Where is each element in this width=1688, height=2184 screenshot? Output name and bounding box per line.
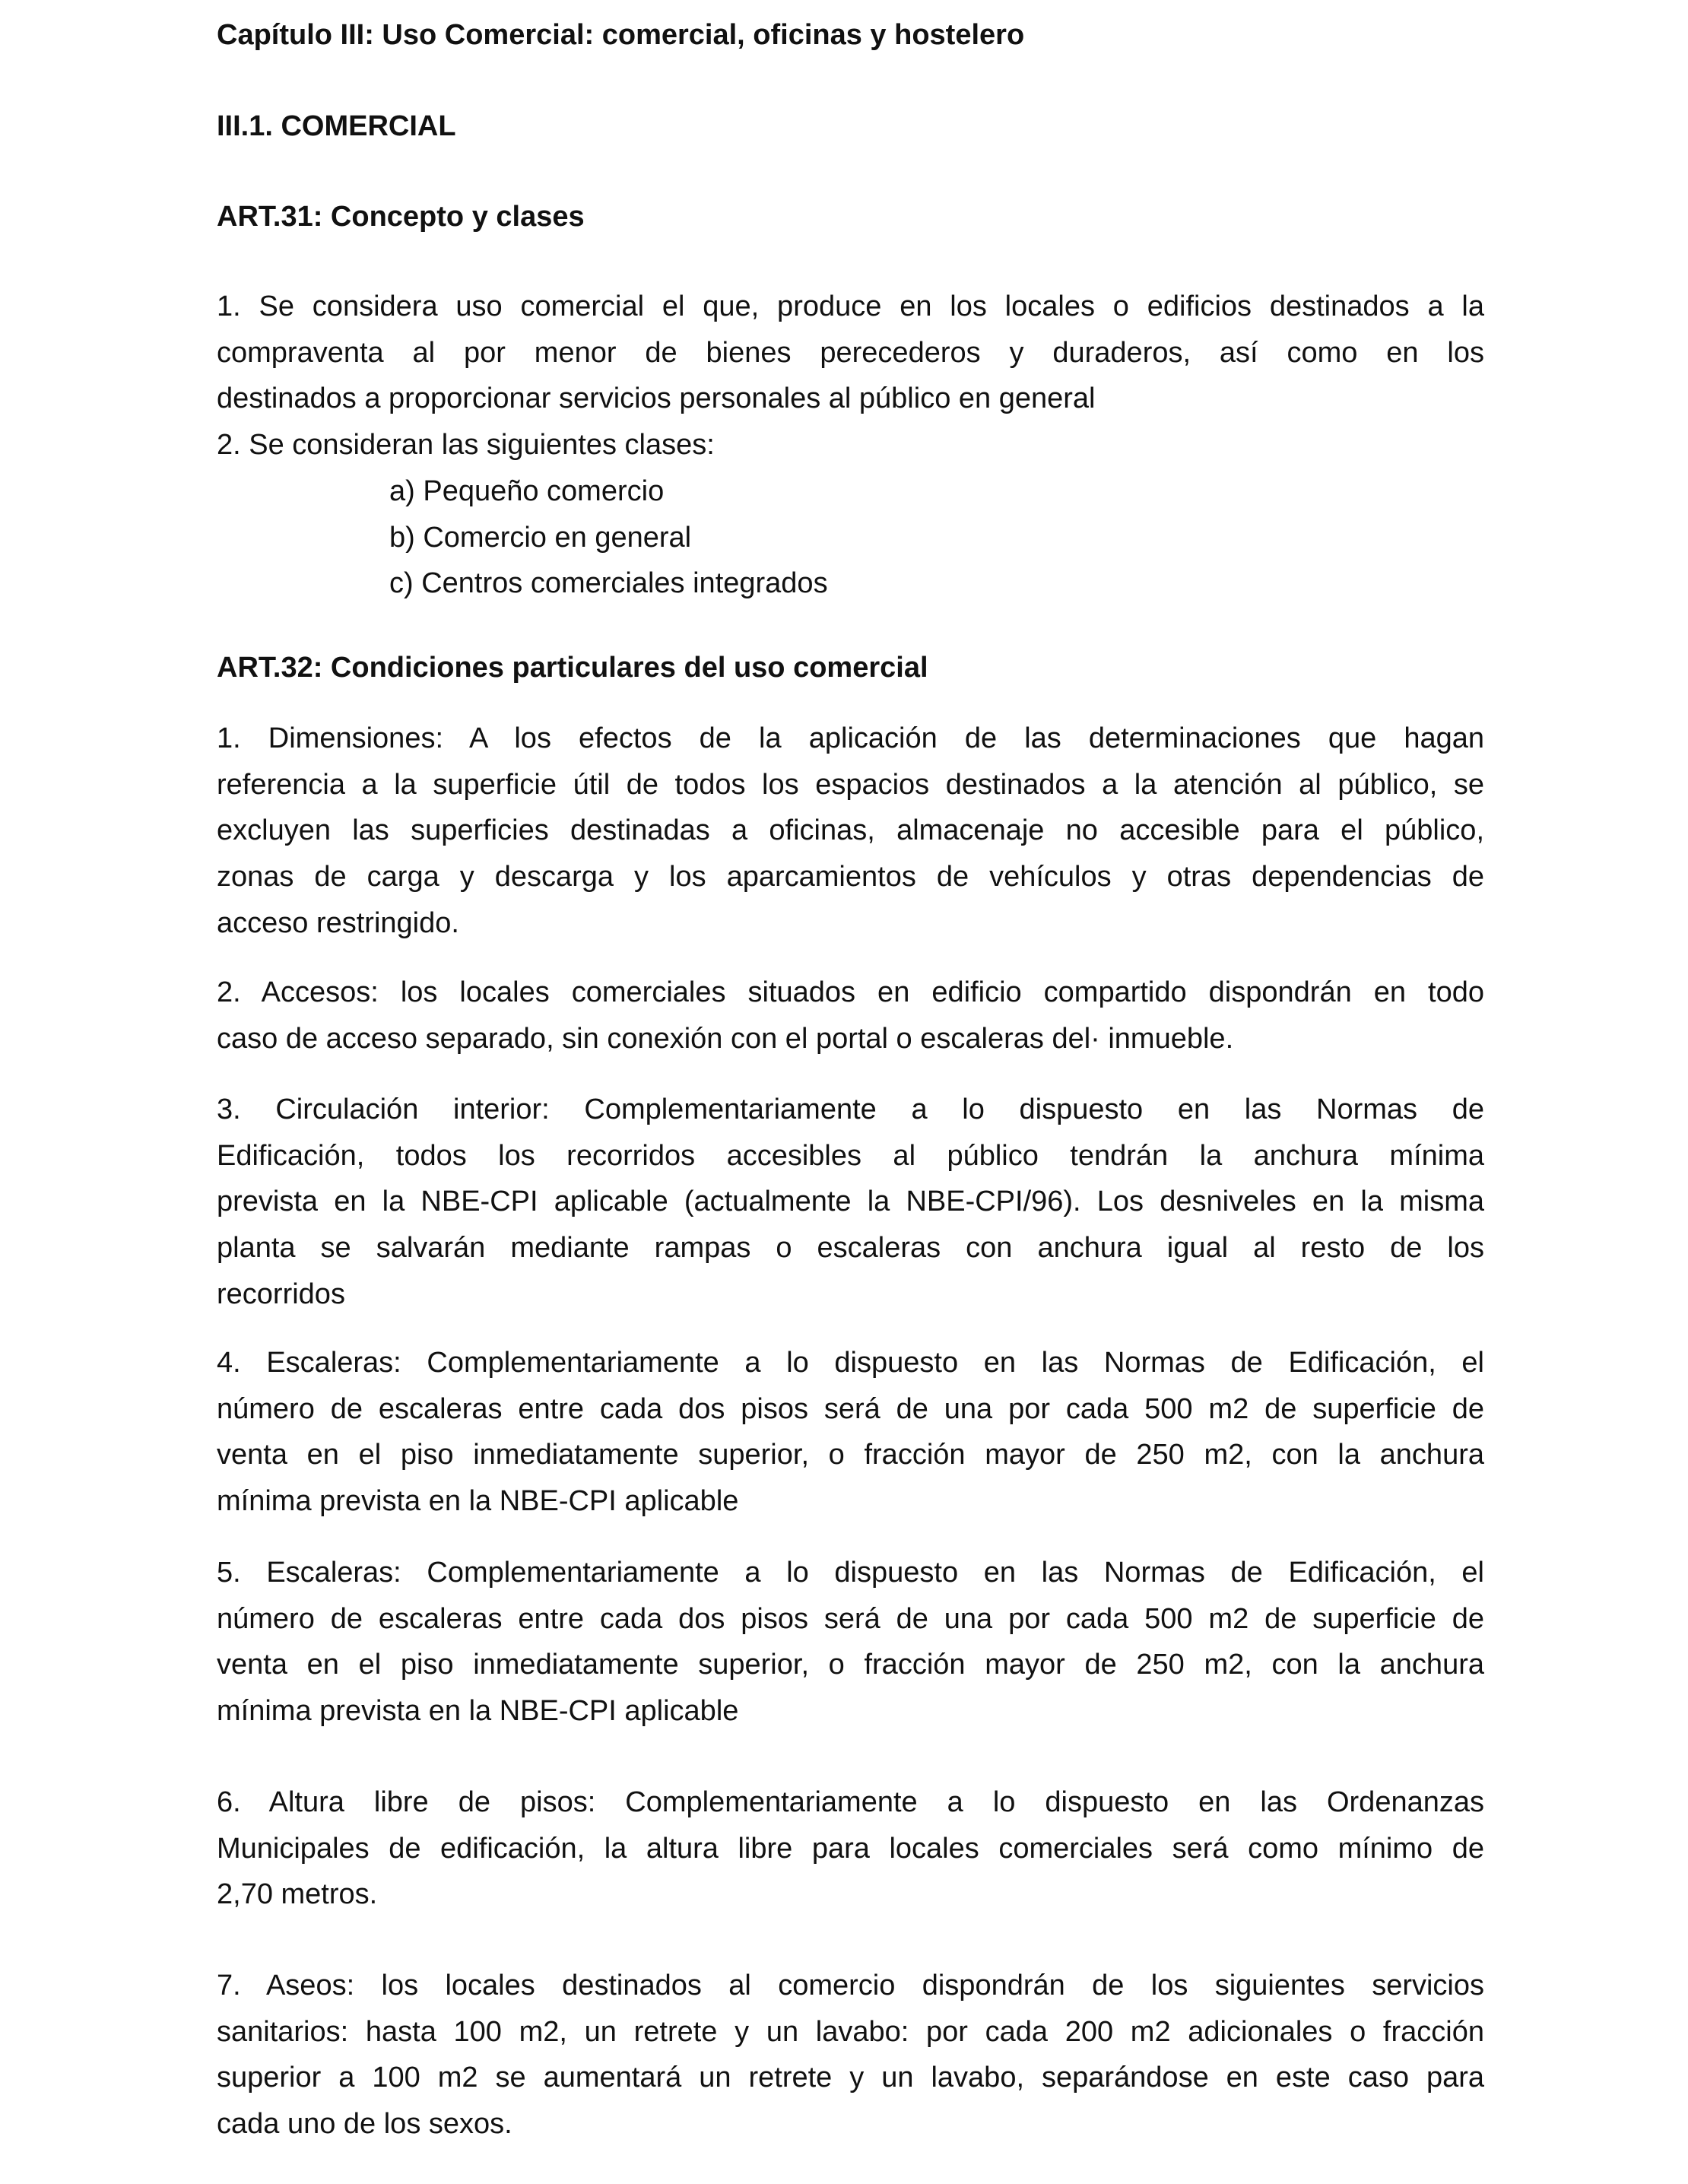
article-heading: ART.32: Condiciones particulares del uso comercial [217,652,928,684]
art32-paragraph-5-line: número de escaleras entre cada dos pisos será de una por cada 500 m2 de superficie de [217,1602,1484,1635]
art32-paragraph-6-line: 2,70 metros. [217,1878,378,1911]
art32-paragraph-5-line: venta en el piso inmediatamente superior, o fracción mayor de 250 m2, con la anchura [217,1649,1484,1681]
art32-paragraph-5-line: 5. Escaleras: Complementariamente a lo dispuesto en las Normas de Edificación, el [217,1557,1484,1589]
art31-paragraph-1-line: destinados a proporcionar servicios personales al público en general [217,383,1096,415]
article-heading: ART.31: Concepto y clases [217,201,585,233]
art32-paragraph-3-line: prevista en la NBE-CPI aplicable (actualmente la NBE-CPI/96). Los desniveles en la misma [217,1186,1484,1218]
chapter-title: Capítulo III: Uso Comercial: comercial, oficinas y hostelero [217,19,1025,51]
art31-paragraph-2: 2. Se consideran las siguientes clases: [217,429,715,461]
art32-paragraph-1-line: acceso restringido. [217,906,459,939]
art32-paragraph-1-line: zonas de carga y descarga y los aparcamientos de vehículos y otras dependencias de [217,861,1484,894]
art32-paragraph-7-line: 7. Aseos: los locales destinados al comercio dispondrán de los siguientes servicios [217,1970,1484,2001]
art32-paragraph-1-line: referencia a la superficie útil de todos los espacios destinados a la atención al público, se [217,768,1484,801]
art32-paragraph-7-line: cada uno de los sexos. [217,2108,512,2141]
art32-paragraph-1-line: 1. Dimensiones: A los efectos de la aplicación de las determinaciones que hagan [217,722,1484,754]
art32-paragraph-5-line: mínima prevista en la NBE-CPI aplicable [217,1695,739,1728]
art32-paragraph-4-line: venta en el piso inmediatamente superior, o fracción mayor de 250 m2, con la anchura [217,1439,1484,1471]
class-list-item: c) Centros comerciales integrados [389,567,828,599]
art31-paragraph-1-line: compraventa al por menor de bienes perecederos y duraderos, así como en los [217,336,1484,369]
class-list-item: a) Pequeño comercio [389,475,665,507]
art32-paragraph-3-line: 3. Circulación interior: Complementariamente a lo dispuesto en las Normas de [217,1094,1484,1125]
art32-paragraph-3-line: recorridos [217,1278,345,1310]
art32-paragraph-6-line: Municipales de edificación, la altura libre para locales comerciales será como mínimo de [217,1832,1484,1865]
art32-paragraph-2-line: 2. Accesos: los locales comerciales situados en edificio compartido dispondrán en todo [217,976,1484,1008]
art32-paragraph-6-line: 6. Altura libre de pisos: Complementariamente a lo dispuesto en las Ordenanzas [217,1786,1484,1818]
art32-paragraph-2-line: caso de acceso separado, sin conexión con el portal o escaleras del· inmueble. [217,1022,1234,1055]
art32-paragraph-4-line: número de escaleras entre cada dos pisos será de una por cada 500 m2 de superficie de [217,1392,1484,1425]
art32-paragraph-3-line: Edificación, todos los recorridos accesibles al público tendrán la anchura mínima [217,1139,1484,1172]
class-list-item: b) Comercio en general [389,522,692,554]
art32-paragraph-4-line: mínima prevista en la NBE-CPI aplicable [217,1485,739,1518]
art32-paragraph-4-line: 4. Escaleras: Complementariamente a lo dispuesto en las Normas de Edificación, el [217,1347,1484,1379]
section-title: III.1. COMERCIAL [217,110,456,142]
art32-paragraph-7-line: superior a 100 m2 se aumentará un retrete y un lavabo, separándose en este caso para [217,2062,1484,2094]
art32-paragraph-1-line: excluyen las superficies destinadas a oficinas, almacenaje no accesible para el público, [217,814,1484,847]
art32-paragraph-7-line: sanitarios: hasta 100 m2, un retrete y un lavabo: por cada 200 m2 adicionales o fracción [217,2015,1484,2048]
art32-paragraph-3-line: planta se salvarán mediante rampas o escaleras con anchura igual al resto de los [217,1232,1484,1265]
art31-paragraph-1-line: 1. Se considera uso comercial el que, produce en los locales o edificios destinados a la [217,290,1484,322]
